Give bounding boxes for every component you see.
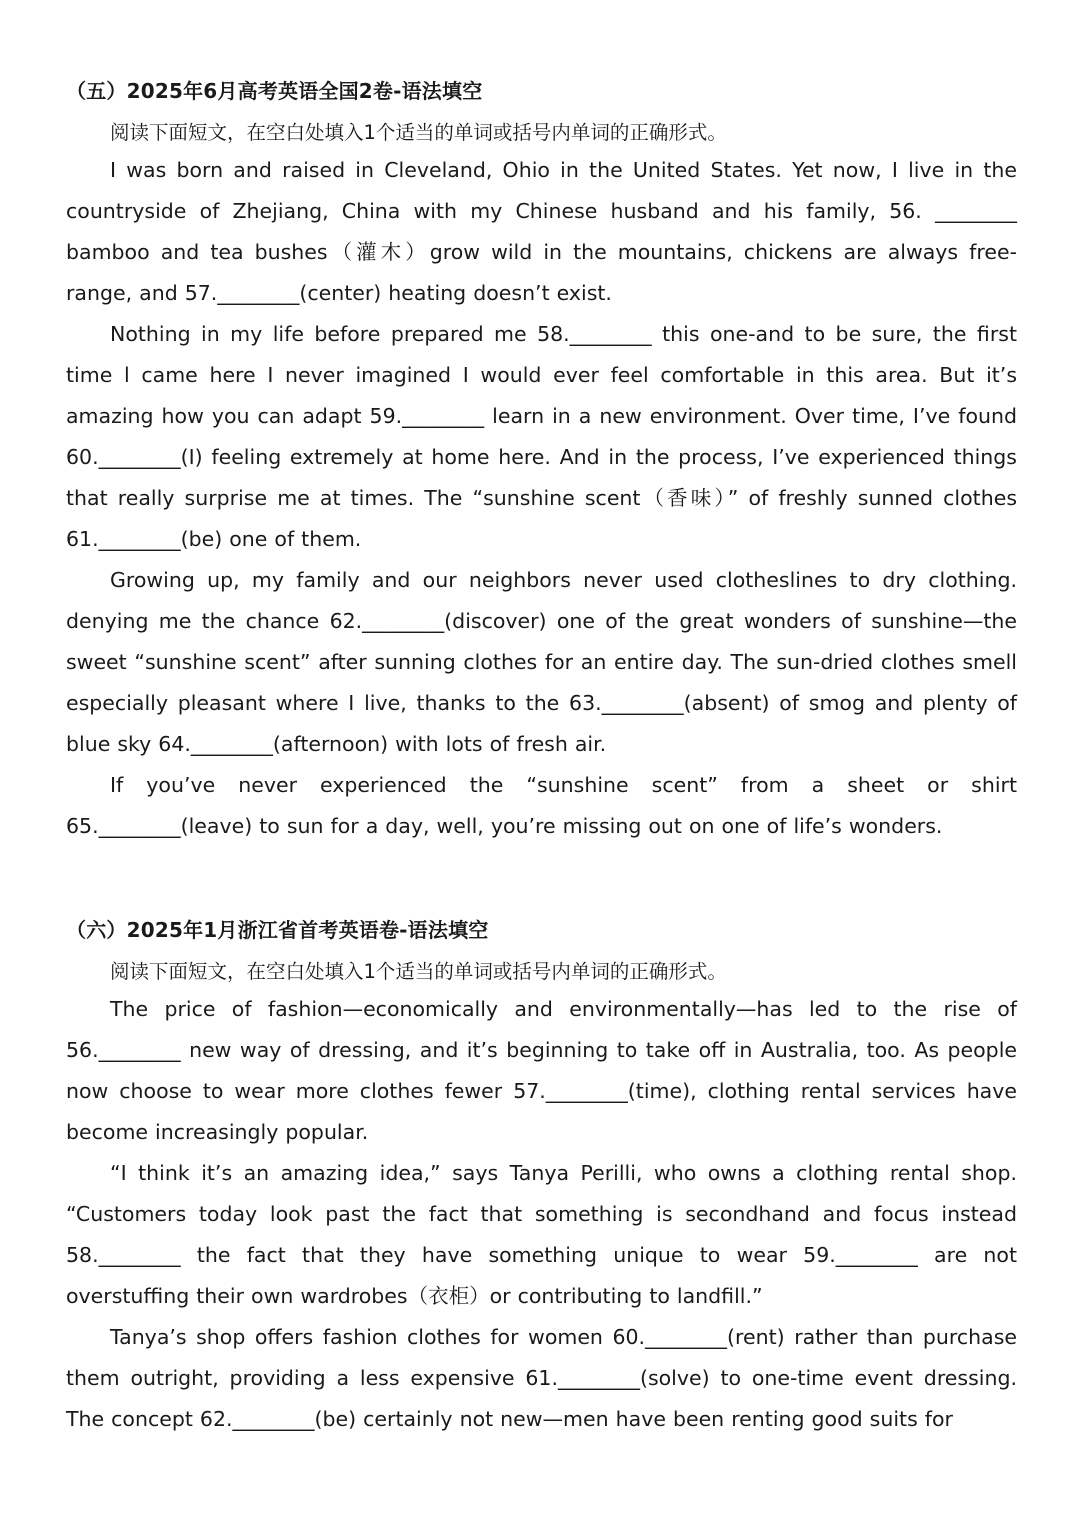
passage-paragraph: “I think it’s an amazing idea,” says Tanya Perilli, who owns a clothing rental shop. “Customers today look past the fact that something is secondhand and focus instead 58.________ the fact that they have something unique to wear 59.________ are not overstuffing their own wardrobes（衣柜）or contributing to landfill.” [66, 1161, 1017, 1308]
passage-paragraph: Nothing in my life before prepared me 58.________ this one-and to be sure, the first time l came here I never imagined I would ever feel comfortable in this area. But it’s amazing how you can adapt 59.________ learn in a new environment. Over time, I’ve found 60.________(I) feeling extremely at home here. And in the process, I’ve experienced things that really surprise me at times. The “sunshine scent（香味）” of freshly sunned clothes 61.________(be) one of them. [66, 322, 1017, 551]
section-five [66, 76, 1017, 847]
section-instruction: 阅读下面短文，在空白处填入1个适当的单词或括号内单词的正确形式。 [110, 121, 727, 144]
section-heading: （五）2025年6月高考英语全国2卷-语法填空 [66, 79, 483, 103]
passage-paragraph: If you’ve never experienced the “sunshine scent” from a sheet or shirt 65.________(leave) to sun for a day, well, you’re missing out on one of life’s wonders. [66, 773, 1017, 838]
passage-paragraph: I was born and raised in Cleveland, Ohio in the United States. Yet now, I live in the countryside of Zhejiang, China with my Chinese husband and his family, 56. ________ bamboo and tea bushes（灌木）grow wild in the mountains, chickens are always free-range, and 57.________(center) heating doesn’t exist. [66, 158, 1017, 305]
passage-paragraph: The price of fashion—economically and environmentally—has led to the rise of 56.________ new way of dressing, and it’s beginning to take off in Australia, too. As people now choose to wear more clothes fewer 57.________(time), clothing rental services have become increasingly popular. [66, 997, 1017, 1144]
section-instruction: 阅读下面短文，在空白处填入1个适当的单词或括号内单词的正确形式。 [110, 960, 727, 983]
passage-paragraph: Growing up, my family and our neighbors never used clotheslines to dry clothing. denying me the chance 62.________(discover) one of the great wonders of sunshine—the sweet “sunshine scent” after sunning clothes for an entire day. The sun-dried clothes smell especially pleasant where I live, thanks to the 63.________(absent) of smog and plenty of blue sky 64.________(afternoon) with lots of fresh air. [66, 568, 1017, 756]
section-heading: （六）2025年1月浙江省首考英语卷-语法填空 [66, 918, 489, 942]
passage-paragraph: Tanya’s shop offers fashion clothes for women 60.________(rent) rather than purchase them outright, providing a less expensive 61.________(solve) to one-time event dressing. The concept 62.________(be) certainly not new—men have been renting good suits for [66, 1325, 1017, 1431]
section-six [66, 915, 1017, 1440]
